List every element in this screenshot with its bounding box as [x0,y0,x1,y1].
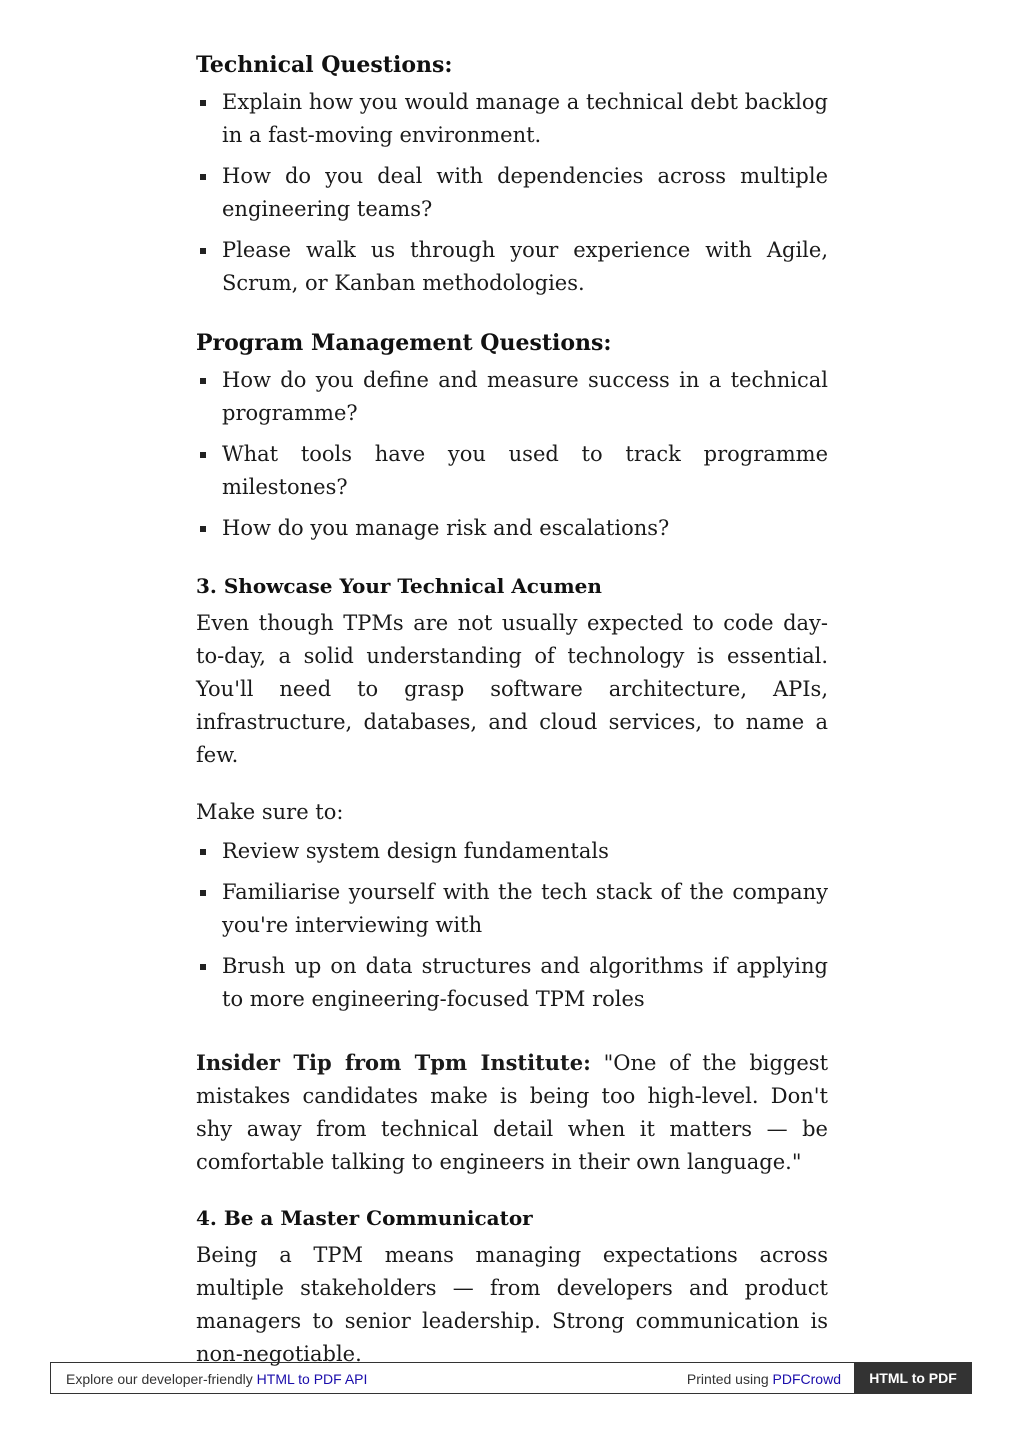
list-item [196,438,828,504]
list-item-text: Brush up on data structures and algorithms if applying to more engineering-focused TPM roles [222,954,828,1011]
list-item [196,950,828,1016]
square-bullet-icon [200,964,206,970]
html-to-pdf-badge[interactable]: HTML to PDF [854,1362,972,1394]
program-questions-heading: Program Management Questions: [196,330,612,356]
footer-explore-text: Explore our developer-friendly [66,1371,257,1387]
footer-explore [66,1371,367,1387]
program-questions-list [196,364,828,545]
list-item-text: Explain how you would manage a technical debt backlog in a fast-moving environment. [222,90,828,147]
insider-tip-label: Insider Tip from Tpm Institute: [196,1050,591,1075]
square-bullet-icon [200,452,206,458]
list-item [196,835,828,868]
list-item-text: What tools have you used to track programme milestones? [222,442,828,499]
list-item [196,86,828,152]
section-3-heading: 3. Showcase Your Technical Acumen [196,574,602,598]
square-bullet-icon [200,890,206,896]
print-footer [50,1362,972,1394]
technical-questions-heading: Technical Questions: [196,52,453,78]
html-to-pdf-api-link[interactable]: HTML to PDF API [256,1371,368,1387]
footer-printed-text: Printed using [686,1371,773,1387]
pdfcrowd-link[interactable]: PDFCrowd [772,1371,841,1387]
make-sure-list [196,835,828,1016]
list-item-text: How do you manage risk and escalations? [222,516,670,540]
square-bullet-icon [200,849,206,855]
section-3-paragraph: Even though TPMs are not usually expected to code day-to-day, a solid understanding of technology is essential. You'll need to grasp software architecture, APIs, infrastructure, databases, and cloud services, to name a few. [196,611,828,767]
list-item [196,234,828,300]
list-item [196,364,828,430]
list-item [196,876,828,942]
technical-questions-list [196,86,828,300]
list-item-text: Familiarise yourself with the tech stack of the company you're interviewing with [222,880,828,937]
list-item [196,160,828,226]
list-item [196,512,828,545]
section-4-heading: 4. Be a Master Communicator [196,1206,533,1230]
make-sure-intro: Make sure to: [196,800,344,824]
list-item-text: How do you define and measure success in a technical programme? [222,368,828,425]
square-bullet-icon [200,526,206,532]
square-bullet-icon [200,100,206,106]
article-content [196,48,828,1371]
list-item-text: How do you deal with dependencies across multiple engineering teams? [222,164,828,221]
section-4-paragraph: Being a TPM means managing expectations across multiple stakeholders — from developers and product managers to senior leadership. Strong communication is non-negotiable. [196,1243,828,1366]
square-bullet-icon [200,174,206,180]
list-item-text: Review system design fundamentals [222,839,609,863]
square-bullet-icon [200,248,206,254]
insider-tip-text: "One of the biggest mistakes candidates make is being too high-level. Don't shy away from technical detail when it matters — be comfortable talking to engineers in their own language." [196,1051,829,1174]
footer-printed [687,1371,841,1387]
square-bullet-icon [200,378,206,384]
insider-tip-paragraph [196,1046,828,1179]
list-item-text: Please walk us through your experience with Agile, Scrum, or Kanban methodologies. [222,238,828,295]
